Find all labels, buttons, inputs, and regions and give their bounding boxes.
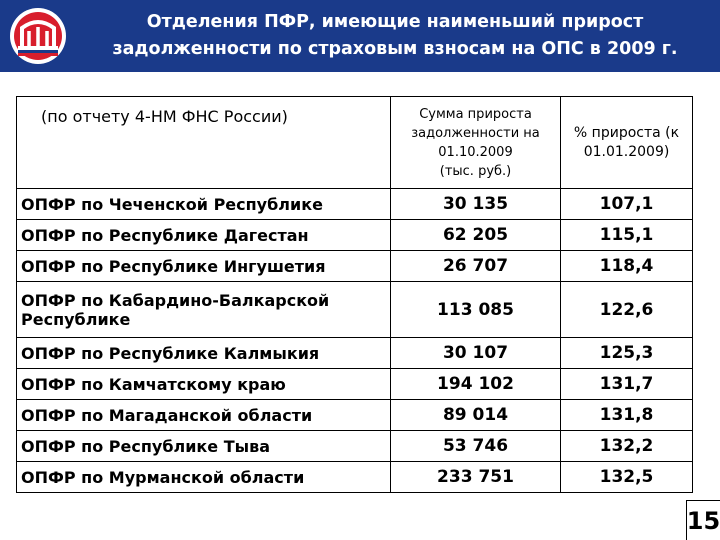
growth-percent: 107,1	[561, 189, 693, 220]
header-bar	[0, 0, 720, 72]
branch-name: ОПФР по Республике Дагестан	[17, 220, 391, 251]
growth-percent: 131,7	[561, 369, 693, 400]
debt-sum: 113 085	[391, 282, 561, 338]
debt-sum: 62 205	[391, 220, 561, 251]
branch-name: ОПФР по Республике Тыва	[17, 431, 391, 462]
table-row	[17, 462, 693, 493]
table-row	[17, 189, 693, 220]
table-row	[17, 400, 693, 431]
title-line-2: задолженности по страховым взносам на ОПС в 2009 г.	[112, 39, 678, 59]
title-line-1: Отделения ПФР, имеющие наименьший прирост	[146, 12, 644, 32]
table-row	[17, 338, 693, 369]
branch-name: ОПФР по Чеченской Республике	[17, 189, 391, 220]
branch-name: ОПФР по Камчатскому краю	[17, 369, 391, 400]
column-header-sum-line: задолженности на	[411, 125, 540, 141]
debt-sum: 30 135	[391, 189, 561, 220]
growth-percent: 132,5	[561, 462, 693, 493]
table-header-row	[17, 97, 693, 189]
debt-sum: 233 751	[391, 462, 561, 493]
column-header-sum-line: Сумма прироста	[419, 106, 532, 122]
page-number: 15	[686, 500, 720, 540]
debt-sum: 89 014	[391, 400, 561, 431]
branch-name: ОПФР по Республике Ингушетия	[17, 251, 391, 282]
debt-sum: 53 746	[391, 431, 561, 462]
pfr-logo-icon	[8, 6, 68, 66]
column-header-percent-line: 01.01.2009)	[583, 143, 670, 160]
branch-name: ОПФР по Мурманской области	[17, 462, 391, 493]
column-header-percent	[561, 97, 693, 189]
branch-name: ОПФР по Республике Калмыкия	[17, 338, 391, 369]
column-header-percent-line: % прироста (к	[573, 124, 680, 141]
debt-sum: 194 102	[391, 369, 561, 400]
column-header-sum-line: 01.10.2009	[438, 144, 513, 160]
debt-sum: 30 107	[391, 338, 561, 369]
growth-percent: 132,2	[561, 431, 693, 462]
growth-percent: 125,3	[561, 338, 693, 369]
branch-name: ОПФР по Магаданской области	[17, 400, 391, 431]
table-row	[17, 282, 693, 338]
table-row	[17, 251, 693, 282]
debt-sum: 26 707	[391, 251, 561, 282]
column-header-sum	[391, 97, 561, 189]
table-source-note: (по отчету 4-НМ ФНС России)	[17, 97, 391, 189]
growth-percent: 131,8	[561, 400, 693, 431]
page-title	[70, 6, 720, 66]
branch-name: ОПФР по Кабардино-Балкарской Республике	[17, 282, 391, 338]
debt-growth-table	[16, 96, 693, 493]
growth-percent: 118,4	[561, 251, 693, 282]
growth-percent: 115,1	[561, 220, 693, 251]
column-header-sum-line: (тыс. руб.)	[439, 163, 512, 179]
table-row	[17, 369, 693, 400]
table-row	[17, 220, 693, 251]
growth-percent: 122,6	[561, 282, 693, 338]
table-row	[17, 431, 693, 462]
